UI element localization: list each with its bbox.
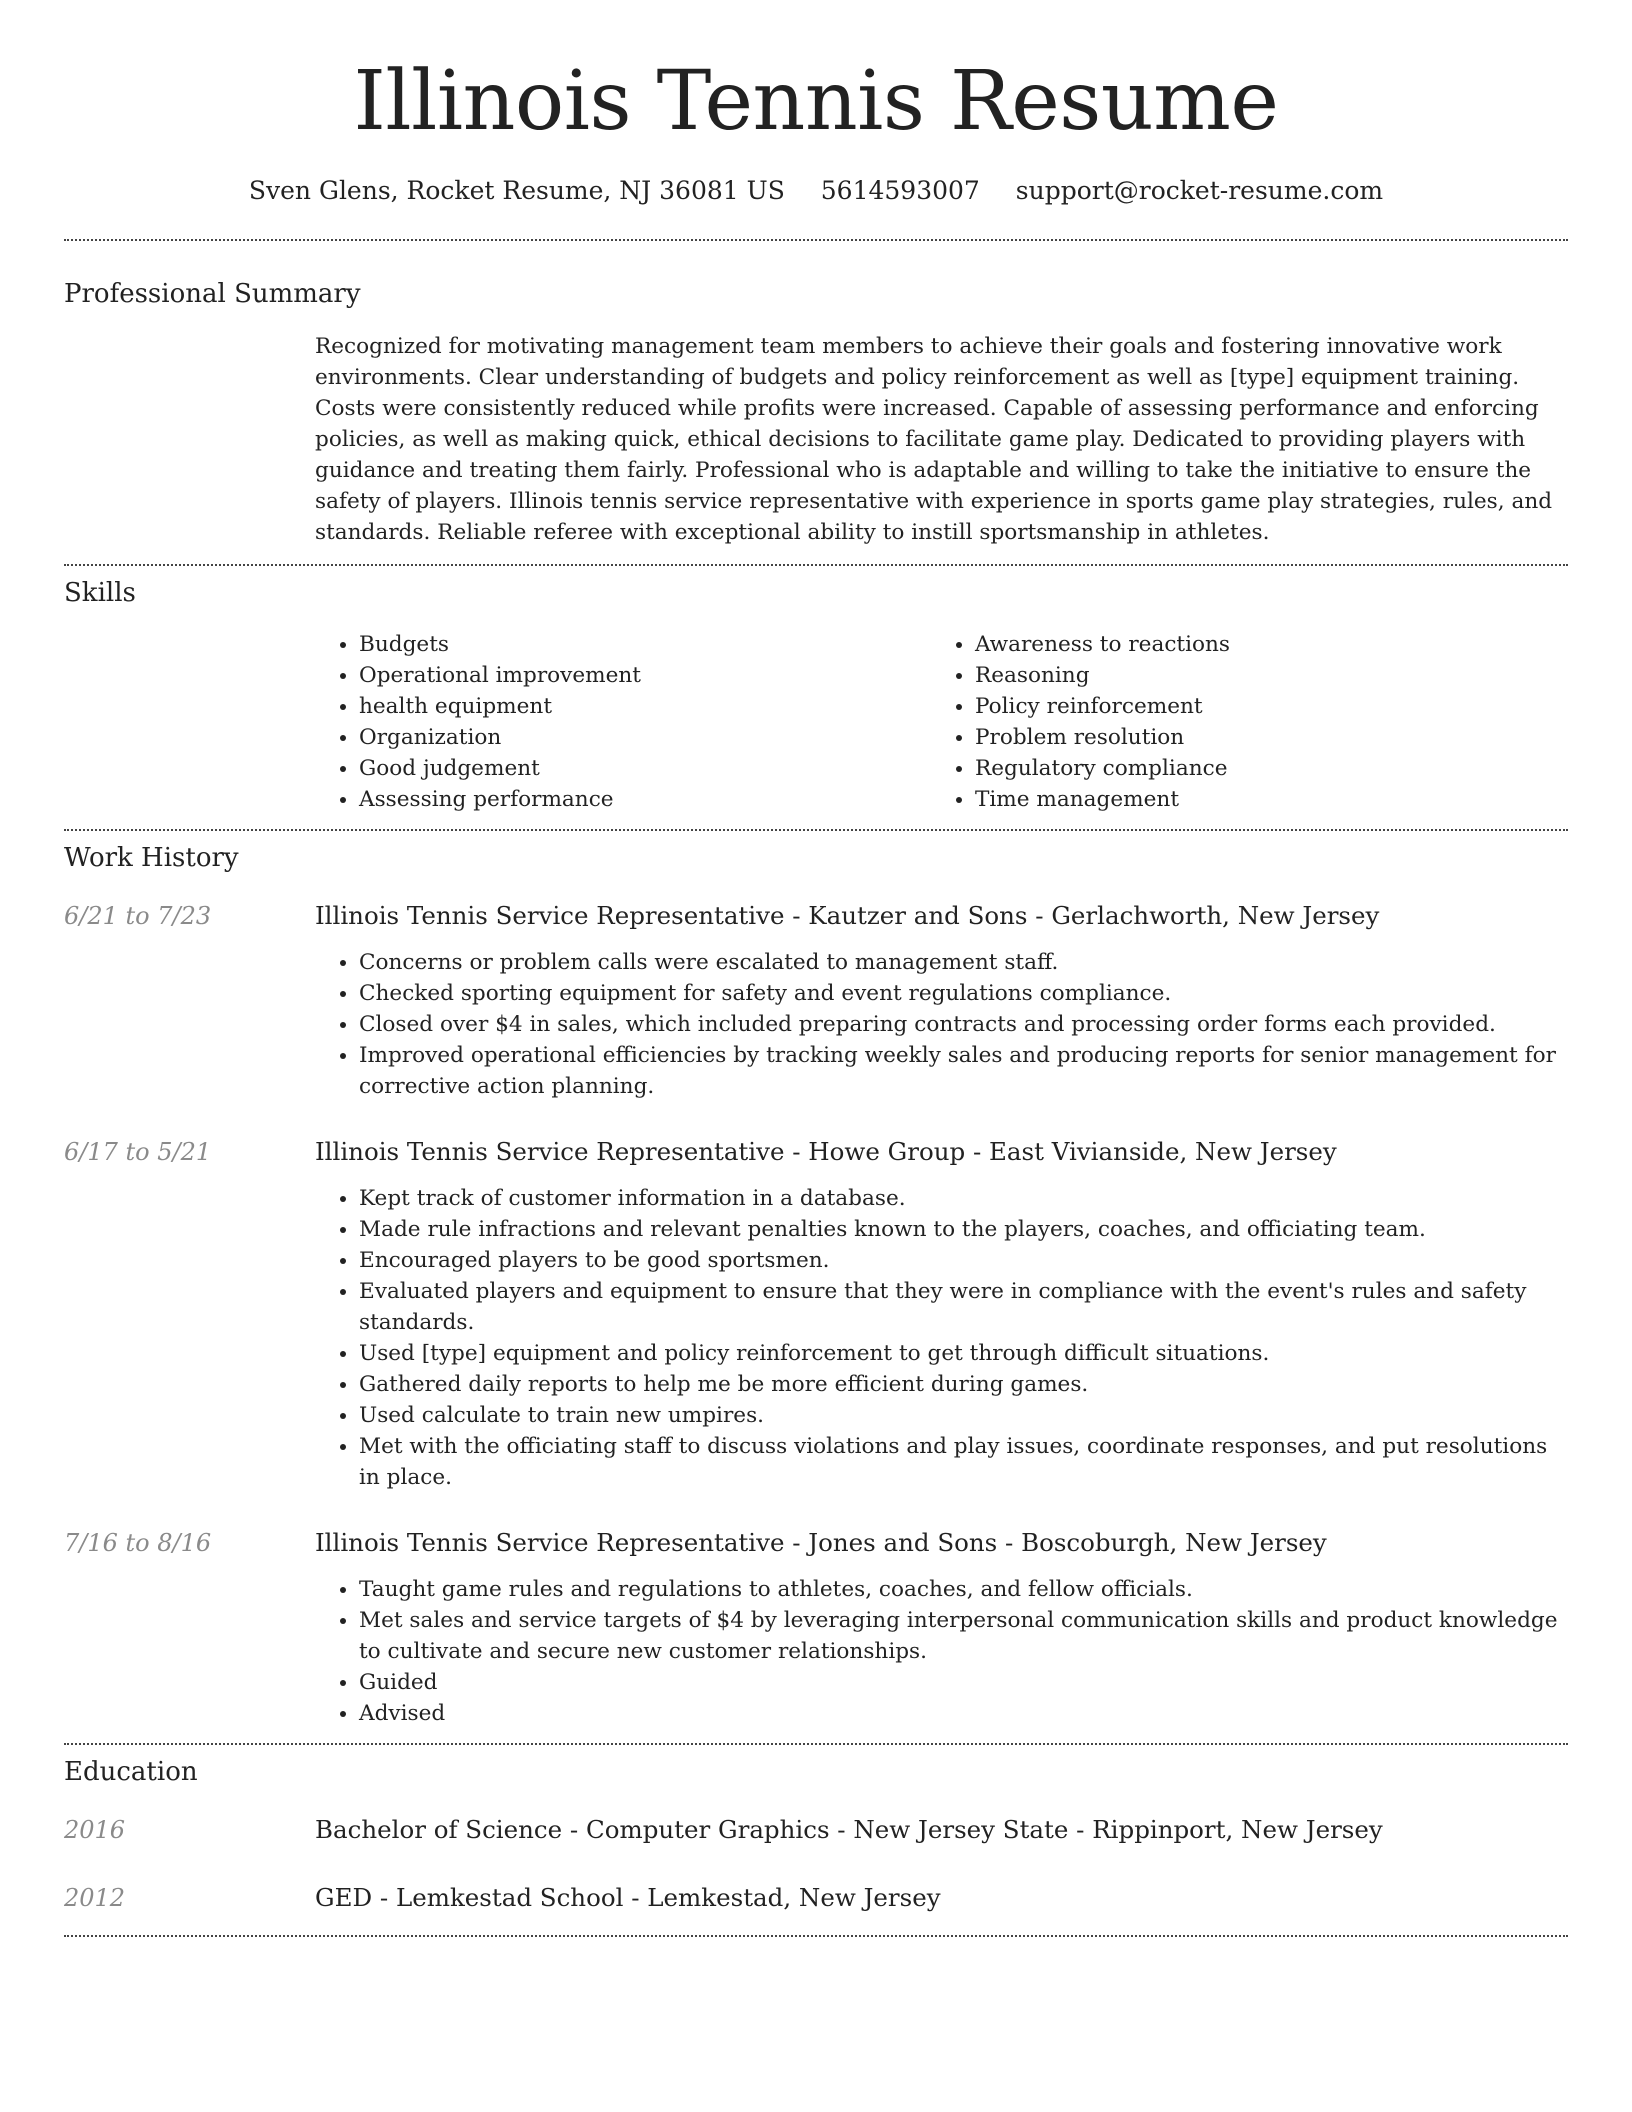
job-date: 6/17 to 5/21 xyxy=(64,1138,212,1166)
job-bullet: • Improved operational efficiencies by tracking weekly sales and producing reports for senior management for corrective action planning. xyxy=(359,1040,1568,1102)
job-bullet: • Made rule infractions and relevant penalties known to the players, coaches, and officiating team. xyxy=(359,1214,1568,1245)
education-date: 2012 xyxy=(64,1884,126,1912)
job-bullet: • Met with the officiating staff to discuss violations and play issues, coordinate responses, and put resolutions in place. xyxy=(359,1431,1568,1493)
job-date: 7/16 to 8/16 xyxy=(64,1529,212,1557)
skill-item: • Budgets xyxy=(359,629,931,660)
job-bullet: • Evaluated players and equipment to ensure that they were in compliance with the event's rules and safety standards. xyxy=(359,1276,1568,1338)
summary-section xyxy=(64,241,1568,564)
skills-section xyxy=(64,566,1568,829)
job-bullet: • Used calculate to train new umpires. xyxy=(359,1400,1568,1431)
education-text: Bachelor of Science - Computer Graphics - New Jersey State - Rippinport, New Jersey xyxy=(315,1815,1383,1844)
job-bullet: • Met sales and service targets of $4 by leveraging interpersonal communication skills and product knowledge to cultivate and secure new customer relationships. xyxy=(359,1605,1568,1667)
job-bullet: • Advised xyxy=(359,1698,1568,1729)
job-bullet: • Guided xyxy=(359,1667,1568,1698)
job-bullet: • Concerns or problem calls were escalated to management staff. xyxy=(359,947,1568,978)
skill-item: • Problem resolution xyxy=(975,722,1547,753)
skills-column-right xyxy=(931,629,1547,815)
job-bullet: • Taught game rules and regulations to athletes, coaches, and fellow officials. xyxy=(359,1574,1568,1605)
job-title: Illinois Tennis Service Representative - Howe Group - East Vivianside, New Jersey xyxy=(315,1137,1337,1166)
job-date: 6/21 to 7/23 xyxy=(64,902,212,930)
education-text: GED - Lemkestad School - Lemkestad, New Jersey xyxy=(315,1883,941,1912)
education-date: 2016 xyxy=(64,1816,126,1844)
skill-item: • Operational improvement xyxy=(359,660,931,691)
job-title: Illinois Tennis Service Representative - Jones and Sons - Boscoburgh, New Jersey xyxy=(315,1528,1327,1557)
resume-title: Illinois Tennis Resume xyxy=(353,54,1279,149)
skill-item: • Regulatory compliance xyxy=(975,753,1547,784)
education-section xyxy=(64,1745,1568,1935)
job-bullet: • Gathered daily reports to help me be more efficient during games. xyxy=(359,1369,1568,1400)
job-entry xyxy=(64,899,1568,1102)
divider xyxy=(64,1935,1568,1937)
skill-item: • health equipment xyxy=(359,691,931,722)
skills-column-left xyxy=(315,629,931,815)
job-bullets xyxy=(315,1574,1568,1729)
skill-item: • Organization xyxy=(359,722,931,753)
summary-text: Recognized for motivating management team members to achieve their goals and fostering innovative work environments. Clear understanding of budgets and policy reinforcement as well as [type] equipment training. Costs were consistently reduced while profits were increased. Capable of assessing performance and enforcing policies, as well as making quick, ethical decisions to facilitate game play. Dedicated to providing players with guidance and treating them fairly. Professional who is adaptable and willing to take the initiative to ensure the safety of players. Illinois tennis service representative with experience in sports game play strategies, rules, and standards. Reliable referee with exceptional ability to instill sportsmanship in athletes. xyxy=(315,334,1553,545)
job-title: Illinois Tennis Service Representative - Kautzer and Sons - Gerlachworth, New Jersey xyxy=(315,901,1380,930)
education-entry xyxy=(64,1813,1568,1847)
job-bullet: • Encouraged players to be good sportsmen. xyxy=(359,1245,1568,1276)
skill-item: • Policy reinforcement xyxy=(975,691,1547,722)
section-heading-summary: Professional Summary xyxy=(64,279,361,309)
section-heading-education: Education xyxy=(64,1757,198,1787)
resume-page xyxy=(64,0,1568,1937)
contact-address: Sven Glens, Rocket Resume, NJ 36081 US xyxy=(248,176,785,205)
skill-item: • Good judgement xyxy=(359,753,931,784)
education-entry xyxy=(64,1881,1568,1935)
job-bullet: • Checked sporting equipment for safety and event regulations compliance. xyxy=(359,978,1568,1009)
contact-phone: 5614593007 xyxy=(820,176,980,205)
skill-item: • Awareness to reactions xyxy=(975,629,1547,660)
job-bullet: • Closed over $4 in sales, which included preparing contracts and processing order forms each provided. xyxy=(359,1009,1568,1040)
work-history-section xyxy=(64,831,1568,1743)
section-heading-skills: Skills xyxy=(64,578,136,608)
job-bullet: • Kept track of customer information in a database. xyxy=(359,1183,1568,1214)
section-heading-work-history: Work History xyxy=(64,843,239,873)
skill-item: • Time management xyxy=(975,784,1547,815)
job-bullet: • Used [type] equipment and policy reinforcement to get through difficult situations. xyxy=(359,1338,1568,1369)
job-entry xyxy=(64,1135,1568,1493)
skill-item: • Assessing performance xyxy=(359,784,931,815)
contact-email: support@rocket-resume.com xyxy=(1015,176,1384,205)
contact-line xyxy=(64,174,1568,208)
job-bullets xyxy=(315,947,1568,1102)
skills-grid xyxy=(315,629,1568,815)
skill-item: • Reasoning xyxy=(975,660,1547,691)
job-entry xyxy=(64,1526,1568,1743)
job-bullets xyxy=(315,1183,1568,1493)
